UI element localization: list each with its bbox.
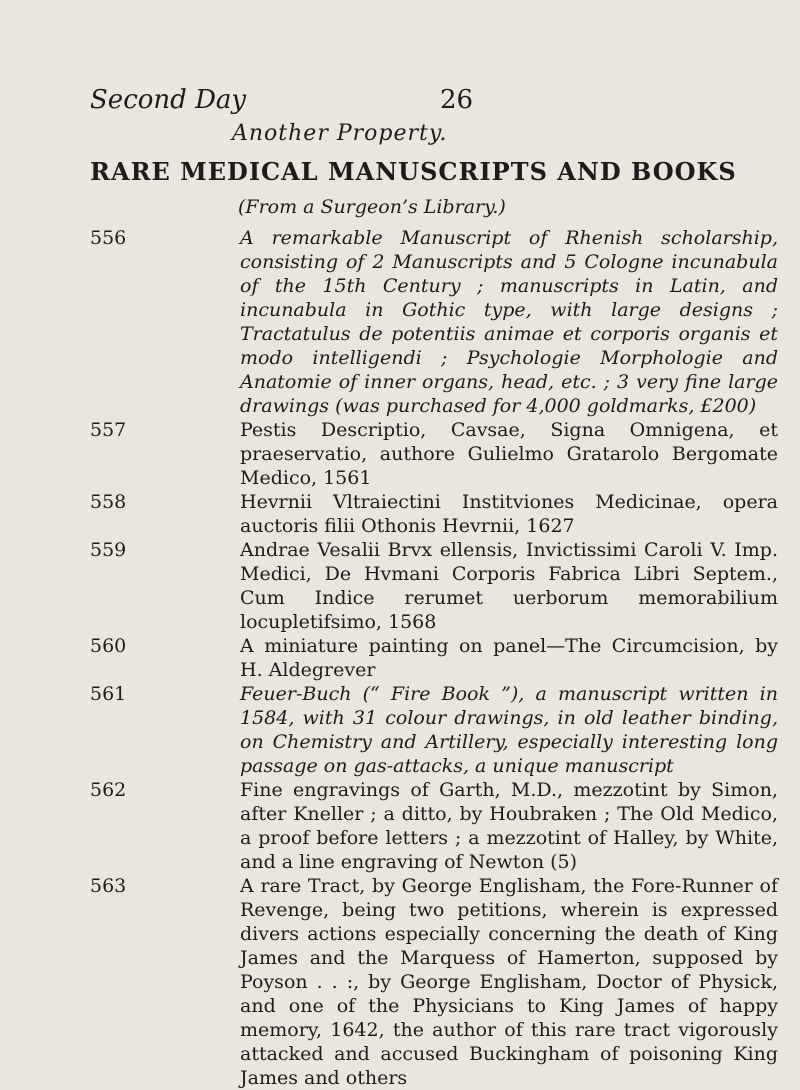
lot-description: Andrae Vesalii Brvx ellensis, Invictissimi Caroli V. Imp. Medici, De Hvmani Corporis Fabrica Libri Septem., Cum Indice rerumet uerborum memorabilium locupletifsimo, 1568	[240, 539, 778, 633]
lot-557	[90, 418, 778, 490]
lot-description: Fine engravings of Garth, M.D., mezzotint by Simon, after Kneller ; a ditto, by Houbraken ; The Old Medico, a proof before letters ; a mezzotint of Halley, by White, and a line engraving of Newton (5)	[240, 779, 778, 873]
day-label: Second Day	[90, 85, 247, 115]
lot-number: 559	[90, 539, 127, 561]
lot-description: Hevrnii Vltraiectini Institviones Medicinae, opera auctoris filii Othonis Hevrnii, 1627	[240, 491, 778, 537]
lot-561	[90, 682, 778, 778]
lot-562	[90, 778, 778, 874]
lot-number: 561	[90, 683, 127, 705]
source-note: (From a Surgeon’s Library.)	[238, 196, 506, 218]
lot-560	[90, 634, 778, 682]
lot-number: 562	[90, 779, 127, 801]
lot-number: 560	[90, 635, 127, 657]
lot-number: 563	[90, 875, 127, 897]
lot-558	[90, 490, 778, 538]
lot-description: Pestis Descriptio, Cavsae, Signa Omnigena, et praeservatio, authore Gulielmo Gratarolo Bergomate Medico, 1561	[240, 419, 778, 489]
lot-description: A remarkable Manuscript of Rhenish scholarship, consisting of 2 Manuscripts and 5 Cologne incunabula of the 15th Century ; manuscripts in Latin, and incunabula in Gothic type, with large designs ; Tractatulus de potentiis animae et corporis organis et modo intelligendi ; Psychologie Morphologie and Anatomie of inner organs, head, etc. ; 3 very fine large drawings (was purchased for 4,000 goldmarks, £200)	[240, 227, 778, 417]
page-title: RARE MEDICAL MANUSCRIPTS AND BOOKS	[90, 157, 737, 186]
lot-number: 556	[90, 227, 127, 249]
lot-number: 557	[90, 419, 127, 441]
lot-list	[90, 226, 778, 1090]
lot-563	[90, 874, 778, 1090]
lot-559	[90, 538, 778, 634]
section-subtitle: Another Property.	[232, 121, 448, 146]
lot-description: A rare Tract, by George Englisham, the Fore-Runner of Revenge, being two petitions, wherein is expressed divers actions especially concerning the death of King James and the Marquess of Hamerton, supposed by Poyson . . :, by George Englisham, Doctor of Physick, and one of the Physicians to King James of happy memory, 1642, the author of this rare tract vigorously attacked and accused Buckingham of poisoning King James and others	[240, 875, 778, 1089]
lot-description: A miniature painting on panel—The Circumcision, by H. Aldegrever	[240, 635, 778, 681]
lot-number: 558	[90, 491, 127, 513]
lot-556	[90, 226, 778, 418]
page-number: 26	[440, 85, 474, 115]
lot-description: Feuer-Buch (“ Fire Book ”), a manuscript written in 1584, with 31 colour drawings, in old leather binding, on Chemistry and Artillery, especially interesting long passage on gas-attacks, a unique manuscript	[240, 683, 778, 777]
